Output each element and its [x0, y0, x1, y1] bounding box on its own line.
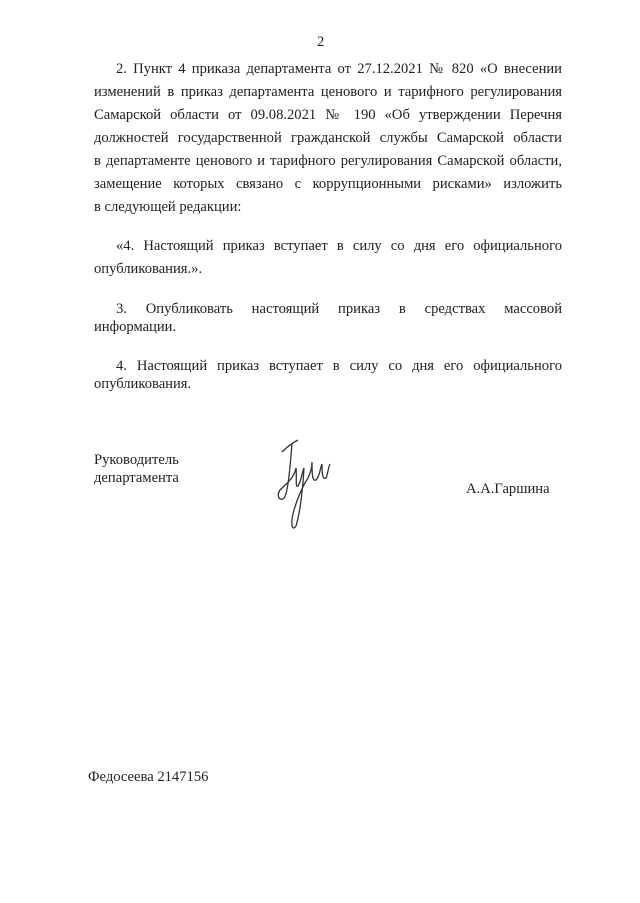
- text-line: должностей государственной гражданской службы Самарской области: [94, 130, 562, 146]
- text-line: 2. Пункт 4 приказа департамента от 27.12.2021 № 820 «О внесении: [116, 61, 562, 77]
- handwritten-signature: [270, 438, 340, 533]
- executor-info: Федосеева 2147156: [88, 769, 209, 785]
- position-title: департамента: [94, 470, 179, 486]
- text-line: Самарской области от 09.08.2021 № 190 «Об утверждении Перечня: [94, 107, 562, 123]
- text-line: «4. Настоящий приказ вступает в силу со дня его официального: [116, 238, 562, 254]
- text-line: изменений в приказ департамента ценового и тарифного регулирования: [94, 84, 562, 100]
- text-line: в департаменте ценового и тарифного регулирования Самарской области,: [94, 153, 562, 169]
- text-line: информации.: [94, 319, 177, 335]
- text-line: 4. Настоящий приказ вступает в силу со дня его официального: [116, 358, 562, 374]
- signatory-name: А.А.Гаршина: [466, 481, 550, 497]
- text-line: в следующей редакции:: [94, 199, 242, 215]
- position-title: Руководитель: [94, 452, 179, 468]
- text-line: 3. Опубликовать настоящий приказ в средствах массовой: [116, 301, 562, 317]
- text-line: опубликования.: [94, 376, 192, 392]
- text-line: опубликования.».: [94, 261, 203, 277]
- text-line: замещение которых связано с коррупционными рисками» изложить: [94, 176, 562, 192]
- page-number: 2: [317, 34, 325, 50]
